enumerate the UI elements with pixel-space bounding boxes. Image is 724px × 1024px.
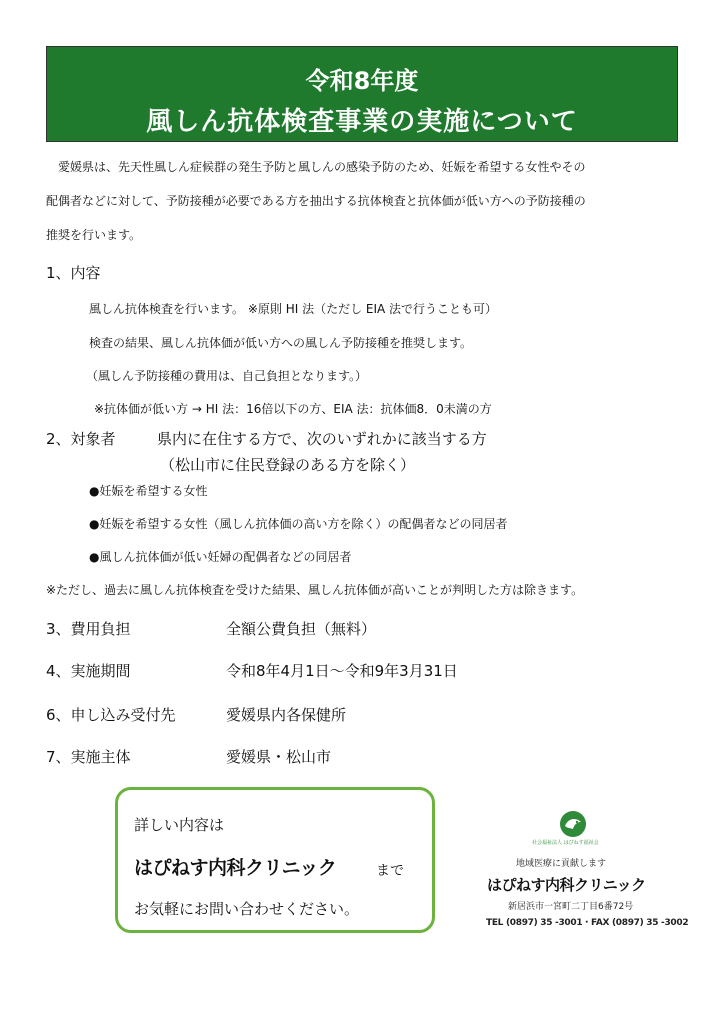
section1-line-4: ※抗体価が低い方 → HI 法：16倍以下の方、EIA 法：抗体価8．0未満の方 [94,402,492,416]
section1-line-2: 検査の結果、風しん抗体価が低い方への風しん予防接種を推奨します。 [89,336,473,350]
row-organizer-value: 愛媛県・松山市 [226,748,332,766]
section1-line-3: （風しん予防接種の費用は、自己負担となります。） [86,369,368,383]
section2-desc-2: （松山市に住民登録のある方を除く） [160,456,416,474]
contact-clinic-name: はぴねす内科クリニック [134,857,337,879]
row-reception-value: 愛媛県内各保健所 [226,706,347,724]
contact-box [115,787,435,933]
row-cost-label: 3、費用負担 [46,620,131,638]
clinic-logo [484,810,689,935]
row-organizer-label: 7、実施主体 [46,748,131,766]
section2-bullet-3: ●風しん抗体価が低い妊婦の配偶者などの同居者 [89,550,352,564]
contact-line-1: 詳しい内容は [134,816,225,834]
intro-line-3: 推奨を行います。 [46,228,142,242]
row-reception-label: 6、申し込み受付先 [46,706,176,724]
intro-line-2: 配偶者などに対して、予防接種が必要である方を抽出する抗体検査と抗体価が低い方への予防接種の [46,194,586,208]
logo-clinic-name: はぴねす内科クリニック [487,876,646,894]
section2-bullet-1: ●妊娠を希望する女性 [89,484,208,498]
title-year: 令和8年度 [305,67,419,95]
row-period-label: 4、実施期間 [46,662,131,680]
logo-contact: TEL (0897) 35 -3001・FAX (0897) 35 -3002 [486,918,689,928]
contact-suffix: まで [376,863,404,879]
section2-heading: 2、対象者 [46,430,116,448]
logo-tagline: 地域医療に貢献します [516,859,607,869]
section2-desc-1: 県内に在住する方で、次のいずれかに該当する方 [157,430,487,448]
row-period-value: 令和8年4月1日～令和9年3月31日 [226,662,458,680]
logo-address: 新居浜市一宮町二丁目6番72号 [508,902,634,912]
section2-bullet-2: ●妊娠を希望する女性（風しん抗体価の高い方を除く）の配偶者などの同居者 [89,517,508,531]
title-main: 風しん抗体検査事業の実施について [146,107,578,137]
bird-logo-icon [556,810,590,838]
logo-corp: 社会福祉法人 はぴねす福祉会 [532,840,599,846]
section2-note: ※ただし、過去に風しん抗体検査を受けた結果、風しん抗体価が高いことが判明した方は除きます。 [46,583,584,597]
contact-line-3: お気軽にお問い合わせください。 [134,900,360,918]
section1-heading: 1、内容 [46,264,101,282]
intro-line-1: 愛媛県は、先天性風しん症候群の発生予防と風しんの感染予防のため、妊娠を希望する女性やその [46,160,586,174]
title-banner [46,46,678,142]
section1-line-1: 風しん抗体検査を行います。 ※原則 HI 法（ただし EIA 法で行うことも可） [89,302,498,316]
row-cost-value: 全額公費負担（無料） [226,620,377,638]
